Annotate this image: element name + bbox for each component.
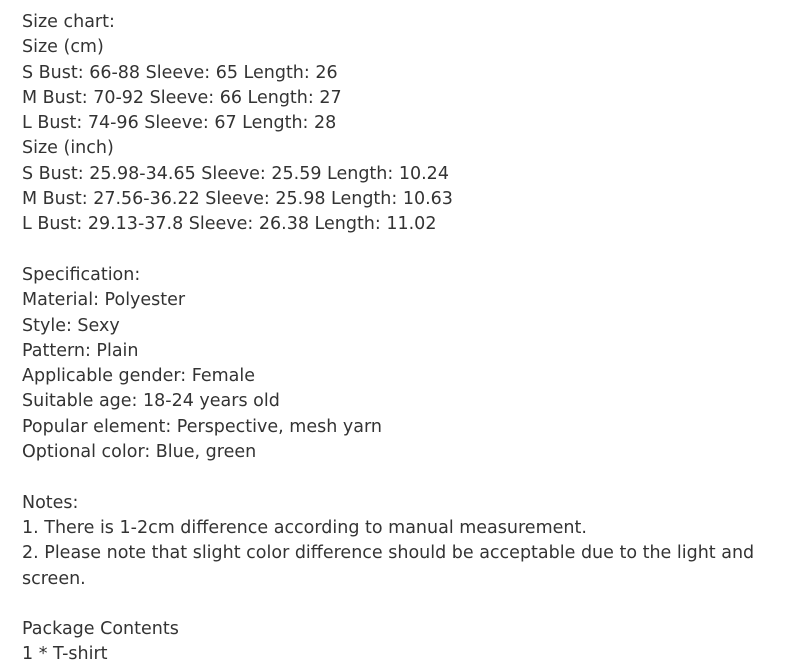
package-section [22, 617, 782, 668]
paragraph-spacer [22, 238, 782, 263]
notes-heading: Notes: [22, 492, 79, 513]
specification-item: Style: Sexy [22, 315, 120, 336]
specification-item: Popular element: Perspective, mesh yarn [22, 416, 382, 437]
size-chart-section [22, 10, 782, 238]
size-inch-row: L Bust: 29.13-37.8 Sleeve: 26.38 Length: 11.02 [22, 214, 437, 235]
notes-item: 2. Please note that slight color difference should be acceptable due to the light and screen. [22, 543, 760, 589]
size-cm-heading: Size (cm) [22, 37, 104, 58]
package-heading: Package Contents [22, 619, 179, 640]
size-chart-heading: Size chart: [22, 12, 115, 32]
size-inch-row: M Bust: 27.56-36.22 Sleeve: 25.98 Length: 10.63 [22, 189, 453, 210]
size-inch-row: S Bust: 25.98-34.65 Sleeve: 25.59 Length: 10.24 [22, 163, 449, 184]
size-cm-row: L Bust: 74-96 Sleeve: 67 Length: 28 [22, 113, 337, 134]
product-description [22, 10, 782, 668]
specification-item: Applicable gender: Female [22, 366, 256, 387]
notes-section [22, 491, 782, 592]
size-cm-row: M Bust: 70-92 Sleeve: 66 Length: 27 [22, 87, 342, 108]
paragraph-spacer [22, 592, 782, 617]
size-cm-row: S Bust: 66-88 Sleeve: 65 Length: 26 [22, 62, 338, 83]
specification-item: Suitable age: 18-24 years old [22, 391, 280, 412]
specification-item: Material: Polyester [22, 290, 186, 311]
package-item: 1 * T-shirt [22, 644, 108, 665]
specification-item: Optional color: Blue, green [22, 442, 257, 463]
size-inch-heading: Size (inch) [22, 138, 114, 159]
notes-item: 1. There is 1-2cm difference according to manual measurement. [22, 517, 587, 538]
specification-heading: Specification: [22, 264, 141, 285]
specification-section [22, 263, 782, 465]
paragraph-spacer [22, 465, 782, 490]
specification-item: Pattern: Plain [22, 340, 139, 361]
